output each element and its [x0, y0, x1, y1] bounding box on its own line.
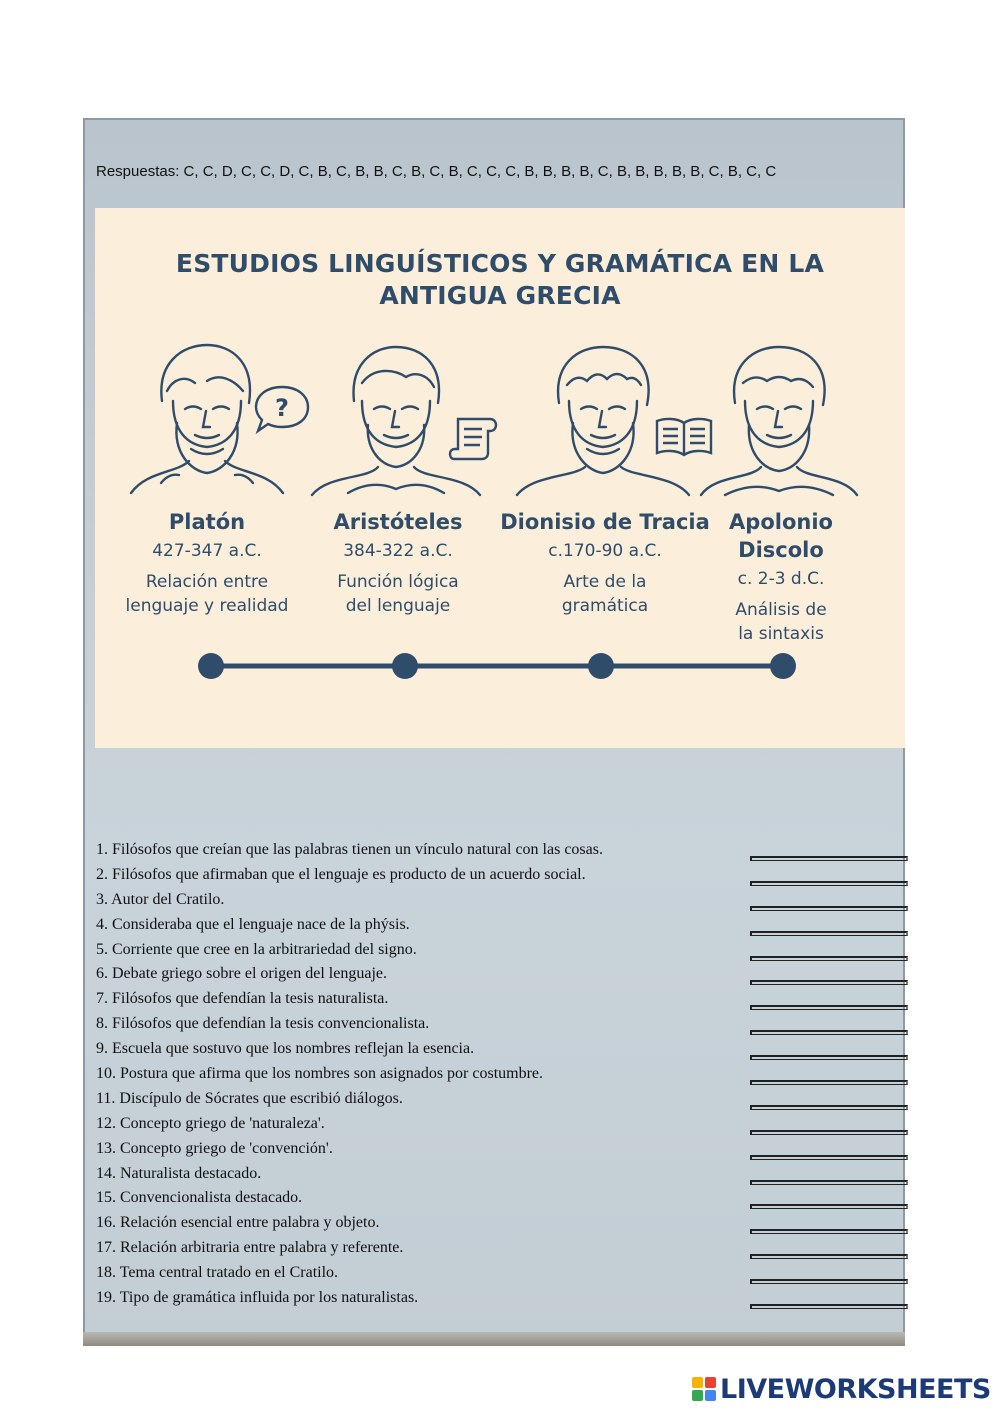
philosopher-plato: [107, 343, 307, 618]
logo-square: [705, 1377, 716, 1388]
question-text: 15. Convencionalista destacado.: [96, 1189, 303, 1207]
question-row: [96, 1162, 906, 1187]
liveworksheets-brand: [692, 1372, 991, 1406]
answer-blank-input[interactable]: [750, 1080, 908, 1085]
answer-blank-input[interactable]: [750, 1105, 908, 1110]
question-text: 14. Naturalista destacado.: [96, 1164, 262, 1182]
answer-blank-input[interactable]: [750, 1254, 908, 1259]
question-text: 18. Tema central tratado en el Cratilo.: [96, 1264, 339, 1282]
question-text: 5. Corriente que cree en la arbitrariedad del signo.: [96, 940, 417, 958]
answer-blank-input[interactable]: [750, 1030, 908, 1035]
timeline-dot: [198, 653, 224, 679]
desc-line-1: Función lógica: [337, 572, 459, 592]
philosopher-name: Aristóteles: [333, 510, 463, 534]
question-row: [96, 863, 906, 888]
timeline-dot: [588, 653, 614, 679]
philosopher-dates: 384-322 a.C.: [343, 541, 453, 561]
desc-line-1: Arte de la: [563, 572, 647, 592]
question-row: [96, 888, 906, 913]
question-row: [96, 1012, 906, 1037]
question-text: 4. Consideraba que el lenguaje nace de la phýsis.: [96, 915, 410, 933]
brand-name: LIVEWORKSHEETS: [720, 1373, 991, 1405]
question-row: [96, 1087, 906, 1112]
philosopher-description: [298, 570, 498, 618]
logo-square: [705, 1390, 716, 1401]
question-row: [96, 938, 906, 963]
philosopher-name: Dionisio de Tracia: [500, 510, 710, 534]
question-text: 1. Filósofos que creían que las palabras tienen un vínculo natural con las cosas.: [96, 841, 603, 858]
question-text: 12. Concepto griego de 'naturaleza'.: [96, 1114, 325, 1132]
philosopher-name: [681, 508, 881, 564]
infographic: [95, 208, 905, 748]
question-text: 11. Discípulo de Sócrates que escribió diálogos.: [96, 1089, 403, 1107]
answer-blank-input[interactable]: [750, 1279, 908, 1284]
timeline: [95, 648, 905, 688]
logo-square: [692, 1377, 703, 1388]
question-text: 10. Postura que afirma que los nombres son asignados por costumbre.: [96, 1065, 544, 1083]
question-text: 6. Debate griego sobre el origen del lenguaje.: [96, 965, 387, 983]
answer-blank-input[interactable]: [750, 1204, 908, 1209]
name-line-2: Discolo: [738, 538, 824, 562]
answer-blank-input[interactable]: [750, 1155, 908, 1160]
question-text: 8. Filósofos que defendían la tesis convencionalista.: [96, 1015, 430, 1033]
desc-line-2: la sintaxis: [738, 624, 824, 644]
question-text: 13. Concepto griego de 'convención'.: [96, 1139, 333, 1157]
answer-blank-input[interactable]: [750, 856, 908, 861]
question-text: 9. Escuela que sostuvo que los nombres reflejan la esencia.: [96, 1040, 475, 1058]
desc-line-1: Análisis de: [735, 600, 827, 620]
philosopher-description: [681, 598, 881, 646]
answer-blank-input[interactable]: [750, 1229, 908, 1234]
question-row: [96, 1137, 906, 1162]
desc-line-2: lenguaje y realidad: [125, 596, 289, 616]
question-text: 19. Tipo de gramática influida por los naturalistas.: [96, 1289, 419, 1307]
answer-blank-input[interactable]: [750, 906, 908, 911]
question-row: [96, 1037, 906, 1062]
question-text: 17. Relación arbitraria entre palabra y referente.: [96, 1239, 404, 1257]
answer-blank-input[interactable]: [750, 980, 908, 985]
infographic-title: [95, 248, 905, 312]
apollonius-portrait-icon: [681, 343, 881, 498]
title-line-1: ESTUDIOS LINGUÍSTICOS Y GRAMÁTICA EN LA: [175, 249, 825, 278]
answer-blank-input[interactable]: [750, 1180, 908, 1185]
question-text: 3. Autor del Cratilo.: [96, 890, 225, 908]
philosopher-description: [107, 570, 307, 618]
answer-blank-input[interactable]: [750, 1055, 908, 1060]
answers-line: Respuestas: C, C, D, C, C, D, C, B, C, B, B, C, B, C, B, C, C, C, B, B, B, B, C, B, B, B, B, B, C, B, C, C: [96, 163, 777, 180]
desc-line-2: del lenguaje: [345, 596, 451, 616]
scroll-icon: [448, 413, 500, 461]
desc-line-2: gramática: [561, 596, 649, 616]
philosopher-apollonius: [681, 343, 881, 646]
desc-line-1: Relación entre: [145, 572, 269, 592]
philosopher-name: Platón: [168, 510, 246, 534]
question-row: [96, 1062, 906, 1087]
question-row: [96, 987, 906, 1012]
question-row: [96, 838, 906, 863]
sheet-bottom-edge: [83, 1332, 905, 1346]
philosopher-dates: c. 2-3 d.C.: [737, 569, 825, 589]
question-list: [96, 838, 906, 1311]
philosopher-aristotle: [298, 343, 498, 618]
question-text: 7. Filósofos que defendían la tesis naturalista.: [96, 990, 389, 1008]
question-text: 2. Filósofos que afirmaban que el lenguaje es producto de un acuerdo social.: [96, 865, 586, 883]
question-row: [96, 1112, 906, 1137]
answer-blank-input[interactable]: [750, 931, 908, 936]
liveworksheets-logo-icon: [692, 1377, 716, 1401]
question-row: [96, 913, 906, 938]
answer-blank-input[interactable]: [750, 956, 908, 961]
timeline-dot: [392, 653, 418, 679]
name-line-1: Apolonio: [729, 510, 833, 534]
philosopher-dates: 427-347 a.C.: [152, 541, 262, 561]
question-text: 16. Relación esencial entre palabra y objeto.: [96, 1214, 380, 1232]
answer-blank-input[interactable]: [750, 1304, 908, 1309]
answer-blank-input[interactable]: [750, 1005, 908, 1010]
logo-square: [692, 1390, 703, 1401]
question-row: [96, 1286, 906, 1311]
question-row: [96, 1186, 906, 1211]
question-row: [96, 1236, 906, 1261]
question-row: [96, 962, 906, 987]
philosopher-dates: c.170-90 a.C.: [548, 541, 662, 561]
question-row: [96, 1211, 906, 1236]
answer-blank-input[interactable]: [750, 1130, 908, 1135]
question-mark: ?: [275, 394, 289, 422]
title-line-2: ANTIGUA GRECIA: [379, 281, 621, 310]
timeline-dot: [770, 653, 796, 679]
answer-blank-input[interactable]: [750, 881, 908, 886]
question-row: [96, 1261, 906, 1286]
